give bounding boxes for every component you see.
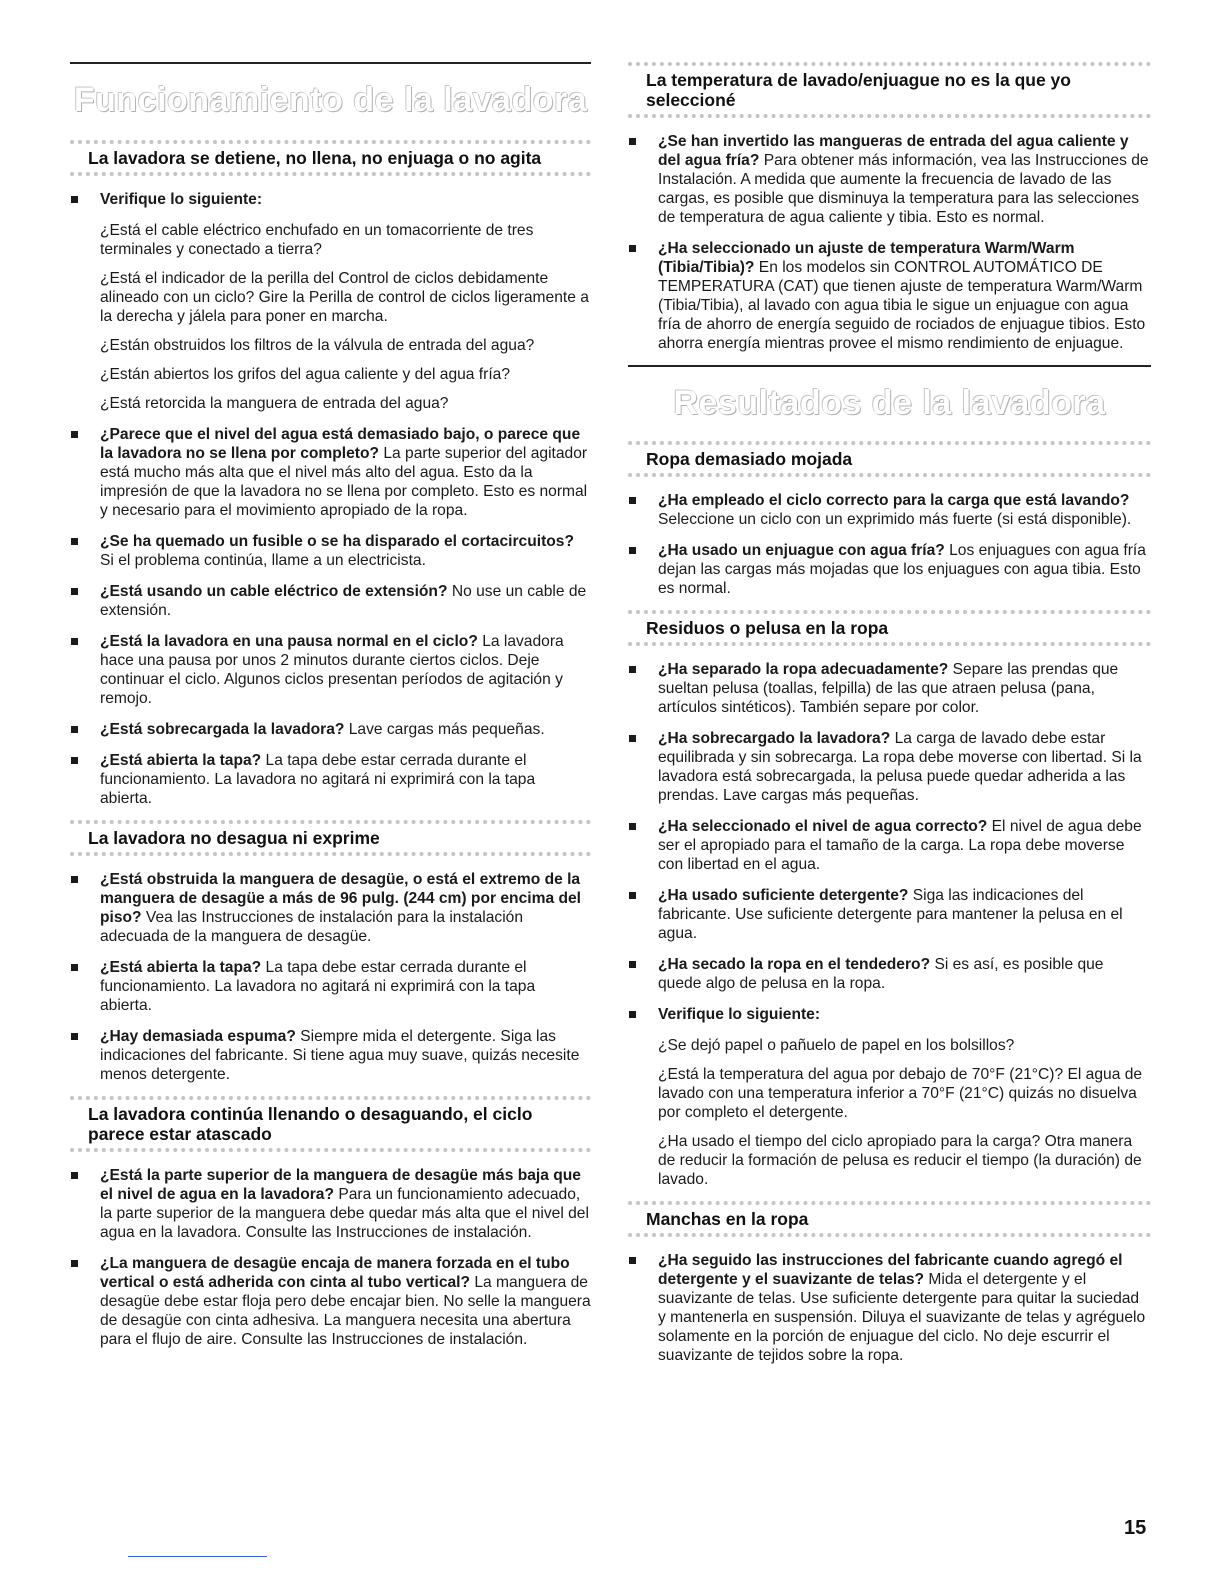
bullet-icon <box>629 547 636 554</box>
subheading-text: La temperatura de lavado/enjuague no es la que yo seleccioné <box>646 70 1071 110</box>
item-question: ¿Se ha quemado un fusible o se ha disparado el cortacircuitos? <box>100 533 574 550</box>
item-question: ¿Está la parte superior de la manguera de desagüe más baja que el nivel de agua en la lavadora? <box>100 1167 581 1203</box>
item-answer: Los enjuagues con agua fría dejan las cargas más mojadas que los enjuagues con agua tibia. Esto es normal. <box>658 542 1146 597</box>
verify-label: Verifique lo siguiente: <box>100 191 263 208</box>
subheading-text: La lavadora se detiene, no llena, no enjuaga o no agita <box>88 148 542 168</box>
list-item <box>70 720 591 739</box>
list-item <box>70 190 591 209</box>
item-question: ¿Está la lavadora en una pausa normal en el ciclo? <box>100 633 478 650</box>
check-item: ¿Está retorcida la manguera de entrada del agua? <box>100 395 449 412</box>
list-item <box>628 955 1151 993</box>
list-item <box>70 958 591 1015</box>
bullet-icon <box>629 1257 636 1264</box>
item-list <box>628 660 1151 1024</box>
list-item <box>70 1027 591 1084</box>
list-item <box>70 532 591 570</box>
item-answer: Vea las Instrucciones de instalación para la instalación adecuada de la manguera de desagüe. <box>100 909 524 945</box>
bullet-icon <box>629 735 636 742</box>
list-item <box>70 870 591 946</box>
item-question: ¿Está abierta la tapa? <box>100 752 262 769</box>
item-answer: El nivel de agua debe ser el apropiado para el tamaño de la carga. La ropa debe moverse con libertad en el agua. <box>658 818 1142 873</box>
bullet-icon <box>629 1011 636 1018</box>
item-answer: La lavadora hace una pausa por unos 2 minutos durante ciertos ciclos. Deje continuar el ciclo. Algunos ciclos presentan períodos de agitación y remojo. <box>100 633 564 707</box>
item-list <box>628 1251 1151 1365</box>
item-question: ¿Ha usado suficiente detergente? <box>658 887 909 904</box>
subheading-manchas <box>628 1201 1151 1237</box>
item-list <box>70 870 591 1084</box>
bullet-icon <box>629 892 636 899</box>
subheading-no-desagua <box>70 820 591 856</box>
bullet-icon <box>71 726 78 733</box>
bullet-icon <box>71 964 78 971</box>
item-answer: En los modelos sin CONTROL AUTOMÁTICO DE TEMPERATURA (CAT) que tienen ajuste de temperatura Warm/Warm (Tibia/Tibia), al lavado con agua tibia le sigue un enjuague con agua fría de ahorro de energía seguido de rociados de enjuague tibios. Esto ahorra energía mientras provee el mismo rendimiento de enjuague. <box>658 259 1146 352</box>
item-question: ¿Está usando un cable eléctrico de extensión? <box>100 583 448 600</box>
item-question: ¿La manguera de desagüe encaja de manera forzada en el tubo vertical o está adherida con cinta al tubo vertical? <box>100 1255 570 1291</box>
check-item: ¿Está la temperatura del agua por debajo de 70°F (21°C)? El agua de lavado con una temperatura inferior a 70°F (21°C) quizás no disuelva por completo el detergente. <box>658 1066 1143 1121</box>
item-question: ¿Está sobrecargada la lavadora? <box>100 721 345 738</box>
item-list <box>70 190 591 209</box>
check-item: ¿Está el cable eléctrico enchufado en un tomacorriente de tres terminales y conectado a tierra? <box>100 222 534 258</box>
list-item <box>628 660 1151 717</box>
bullet-icon <box>629 497 636 504</box>
subheading-text: La lavadora no desagua ni exprime <box>88 828 380 848</box>
item-answer: Si el problema continúa, llame a un electricista. <box>100 552 426 569</box>
bullet-icon <box>629 666 636 673</box>
item-question: ¿Ha seleccionado el nivel de agua correcto? <box>658 818 988 835</box>
item-question: ¿Hay demasiada espuma? <box>100 1028 296 1045</box>
bullet-icon <box>71 876 78 883</box>
bullet-icon <box>71 1172 78 1179</box>
page-number: 15 <box>1124 1517 1147 1539</box>
item-answer: Seleccione un ciclo con un exprimido más fuerte (si está disponible). <box>658 511 1132 528</box>
item-answer: Siga las indicaciones del fabricante. Use suficiente detergente para mantener la pelusa en el agua. <box>658 887 1123 942</box>
item-list <box>70 1166 591 1349</box>
right-column <box>628 62 1151 1377</box>
list-item <box>70 582 591 620</box>
bullet-icon <box>629 138 636 145</box>
item-question: ¿Ha seleccionado un ajuste de temperatura Warm/Warm (Tibia/Tibia)? <box>658 240 1075 276</box>
item-answer: La parte superior del agitador está mucho más alta que el nivel más alto del agua. Esto da la impresión de que la lavadora no se llena por completo. Esto es normal y necesario para el movimiento apropiado de la ropa. <box>100 445 588 519</box>
item-question: ¿Se han invertido las mangueras de entrada del agua caliente y del agua fría? <box>658 133 1129 169</box>
list-item <box>628 729 1151 805</box>
list-item <box>70 632 591 708</box>
subheading-text: Ropa demasiado mojada <box>646 449 853 469</box>
subheading-text: La lavadora continúa llenando o desaguando, el ciclo parece estar atascado <box>88 1104 533 1144</box>
check-item: ¿Están abiertos los grifos del agua caliente y del agua fría? <box>100 366 511 383</box>
subheading-se-detiene <box>70 140 591 176</box>
item-question: ¿Ha usado un enjuague con agua fría? <box>658 542 945 559</box>
list-item <box>628 1005 1151 1024</box>
item-answer: Mida el detergente y el suavizante de telas. Use suficiente detergente para quitar la suciedad y mantenerla en suspensión. Diluya el suavizante de telas y agréguelo solamente en la porción de enjuague del ciclo. No deje escurrir el suavizante de tejidos sobre la ropa. <box>658 1271 1146 1364</box>
check-item: ¿Está el indicador de la perilla del Control de ciclos debidamente alineado con un ciclo? Gire la Perilla de control de ciclos ligeramente a la derecha y jálela para poner en marcha. <box>100 270 589 325</box>
item-question: ¿Ha empleado el ciclo correcto para la carga que está lavando? <box>658 492 1130 509</box>
left-column <box>70 62 591 1361</box>
bullet-icon <box>71 1033 78 1040</box>
bullet-icon <box>71 757 78 764</box>
check-list <box>658 1036 1151 1189</box>
bullet-icon <box>71 538 78 545</box>
subheading-continua-llenando <box>70 1096 591 1152</box>
item-question: ¿Ha sobrecargado la lavadora? <box>658 730 891 747</box>
item-question: ¿Ha secado la ropa en el tendedero? <box>658 956 931 973</box>
item-list <box>70 425 591 808</box>
subheading-text: Residuos o pelusa en la ropa <box>646 618 889 638</box>
item-answer: Para obtener más información, vea las Instrucciones de Instalación. A medida que aumente la frecuencia de lavado de las cargas, es posible que disminuya la temperatura para las selecciones de temperatura de agua caliente y tibia. Esto es normal. <box>658 152 1149 226</box>
item-list <box>628 132 1151 353</box>
list-item <box>628 541 1151 598</box>
item-answer: Siempre mida el detergente. Siga las indicaciones del fabricante. Si tiene agua muy suave, quizás necesite menos detergente. <box>100 1028 580 1083</box>
bullet-icon <box>629 823 636 830</box>
item-answer: La tapa debe estar cerrada durante el funcionamiento. La lavadora no agitará ni exprimirá con la tapa abierta. <box>100 752 536 807</box>
list-item <box>70 1254 591 1349</box>
check-list <box>100 221 591 413</box>
subheading-text: Manchas en la ropa <box>646 1209 809 1229</box>
bullet-icon <box>629 961 636 968</box>
item-answer: La tapa debe estar cerrada durante el funcionamiento. La lavadora no agitará ni exprimirá con la tapa abierta. <box>100 959 536 1014</box>
list-item <box>70 751 591 808</box>
item-list <box>628 491 1151 598</box>
item-answer: Para un funcionamiento adecuado, la parte superior de la manguera debe quedar más alta que el nivel del agua en la lavadora. Consulte las Instrucciones de instalación. <box>100 1186 589 1241</box>
item-answer: La manguera de desagüe debe estar floja pero debe encajar bien. No selle la manguera de desagüe con cinta adhesiva. La manguera necesita una abertura para el flujo de aire. Consulte las Instrucciones de instalación. <box>100 1274 591 1348</box>
item-answer: Separe las prendas que sueltan pelusa (toallas, felpilla) de las que atraen pelusa (pana, artículos sintéticos). También separe por color. <box>658 661 1119 716</box>
verify-label: Verifique lo siguiente: <box>658 1006 821 1023</box>
item-question: ¿Parece que el nivel del agua está demasiado bajo, o parece que la lavadora no se llena por completo? <box>100 426 581 462</box>
item-answer: Si es así, es posible que quede algo de pelusa en la ropa. <box>658 956 1104 992</box>
item-question: ¿Está abierta la tapa? <box>100 959 262 976</box>
list-item <box>70 425 591 520</box>
list-item <box>628 817 1151 874</box>
check-item: ¿Se dejó papel o pañuelo de papel en los bolsillos? <box>658 1037 1015 1054</box>
bullet-icon <box>629 245 636 252</box>
list-item <box>628 239 1151 353</box>
section-title: Funcionamiento de la lavadora <box>73 80 588 119</box>
check-item: ¿Ha usado el tiempo del ciclo apropiado para la carga? Otra manera de reducir la formación de pelusa es reducir el tiempo (la duración) de lavado. <box>658 1133 1142 1188</box>
subheading-residuos-pelusa <box>628 610 1151 646</box>
bullet-icon <box>71 431 78 438</box>
list-item <box>628 1251 1151 1365</box>
check-item: ¿Están obstruidos los filtros de la válvula de entrada del agua? <box>100 337 535 354</box>
section-title: Resultados de la lavadora <box>673 383 1106 422</box>
item-question: ¿Ha seguido las instrucciones del fabricante cuando agregó el detergente y el suavizante de telas? <box>658 1252 1123 1288</box>
list-item <box>628 491 1151 529</box>
item-question: ¿Ha separado la ropa adecuadamente? <box>658 661 949 678</box>
section-banner-funcionamiento <box>70 62 591 136</box>
item-answer: Lave cargas más pequeñas. <box>344 721 545 738</box>
list-item <box>70 1166 591 1242</box>
section-banner-resultados <box>628 365 1151 439</box>
item-question: ¿Está obstruida la manguera de desagüe, o está el extremo de la manguera de desagüe a más de 96 pulg. (244 cm) por encima del piso? <box>100 871 581 926</box>
list-item <box>628 132 1151 227</box>
bottom-rule <box>128 1556 267 1557</box>
item-answer: No use un cable de extensión. <box>100 583 587 619</box>
subheading-temperatura <box>628 62 1151 118</box>
item-answer: La carga de lavado debe estar equilibrada y sin sobrecarga. La ropa debe moverse con libertad. Si la lavadora está sobrecargada, la pelusa puede quedar adherida a las prendas. Lave cargas más pequeñas. <box>658 730 1142 804</box>
subheading-ropa-mojada <box>628 441 1151 477</box>
list-item <box>628 886 1151 943</box>
bullet-icon <box>71 588 78 595</box>
bullet-icon <box>71 638 78 645</box>
bullet-icon <box>71 1260 78 1267</box>
bullet-icon <box>71 196 78 203</box>
